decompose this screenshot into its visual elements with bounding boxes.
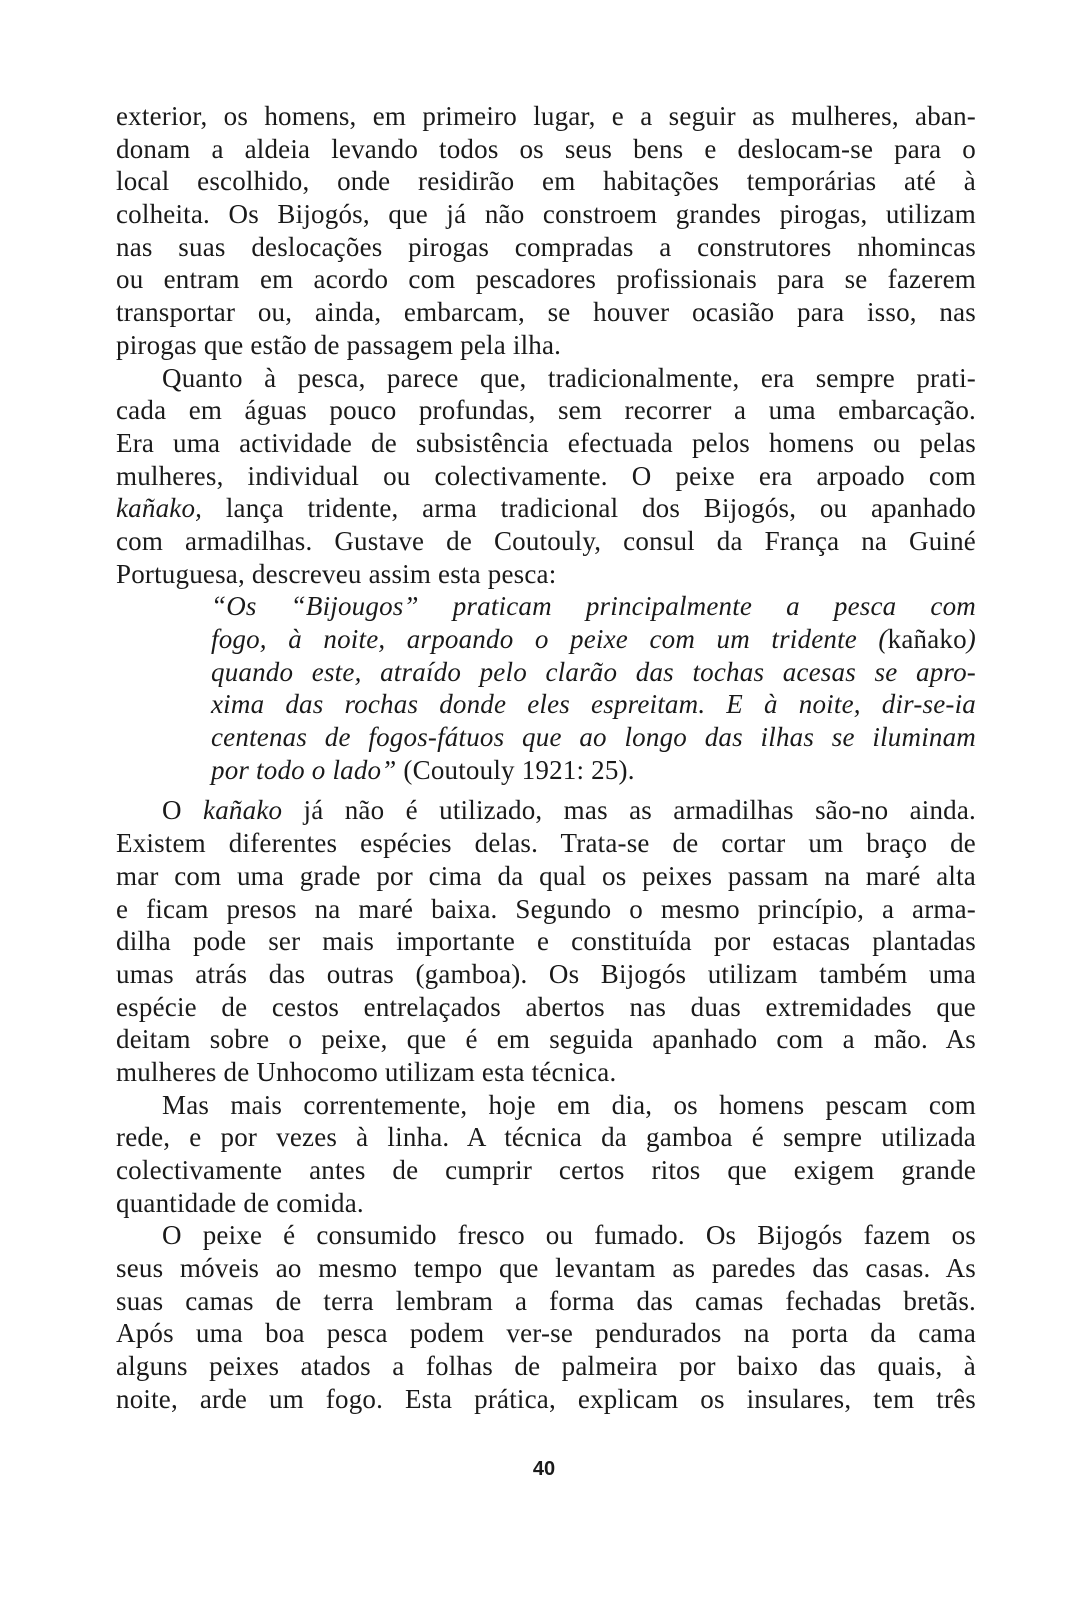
text-line: dilha pode ser mais importante e constituída por estacas plantadas bbox=[116, 926, 976, 957]
text-line: noite, arde um fogo. Esta prática, explicam os insulares, tem três bbox=[116, 1383, 976, 1414]
text-line: Quanto à pesca, parece que, tradicionalmente, era sempre prati- bbox=[162, 362, 976, 393]
text-line: suas camas de terra lembram a forma das camas fechadas bretãs. bbox=[116, 1285, 976, 1316]
text-segment: lança tridente, arma tradicional dos Bijogós, ou apanhado bbox=[202, 493, 976, 524]
text-line: rede, e por vezes à linha. A técnica da gamboa é sempre utilizada bbox=[116, 1122, 976, 1153]
paragraph-2 bbox=[116, 362, 976, 591]
text-line: pirogas que estão de passagem pela ilha. bbox=[116, 329, 562, 360]
term-kanako: kañako bbox=[887, 624, 967, 654]
citation: (Coutouly 1921: 25). bbox=[396, 754, 635, 785]
paragraph-4 bbox=[116, 1089, 976, 1220]
text-line: Existem diferentes espécies delas. Trata-se de cortar um braço de bbox=[116, 828, 976, 859]
quote-line: xima das rochas donde eles espreitam. E à noite, dir-se-ia bbox=[211, 689, 976, 720]
text-line: nas suas deslocações pirogas compradas a construtores nhomincas bbox=[116, 231, 976, 262]
text-line: transportar ou, ainda, embarcam, se houver ocasião para isso, nas bbox=[116, 297, 976, 328]
text-line: seus móveis ao mesmo tempo que levantam as paredes das casas. As bbox=[116, 1253, 976, 1284]
text-line: colheita. Os Bijogós, que já não constroem grandes pirogas, utilizam bbox=[116, 199, 976, 230]
paragraph-5 bbox=[116, 1219, 976, 1415]
text-line: espécie de cestos entrelaçados abertos nas duas extremidades que bbox=[116, 991, 976, 1022]
text-line: O peixe é consumido fresco ou fumado. Os Bijogós fazem os bbox=[162, 1220, 976, 1251]
text-line: exterior, os homens, em primeiro lugar, e a seguir as mulheres, aban- bbox=[116, 101, 976, 131]
text-line: e ficam presos na maré baixa. Segundo o mesmo princípio, a arma- bbox=[116, 893, 976, 924]
spacer bbox=[116, 786, 976, 794]
text-line: ou entram em acordo com pescadores profissionais para se fazerem bbox=[116, 264, 976, 295]
text-segment: por todo o lado” bbox=[211, 754, 397, 785]
text-line: mulheres de Unhocomo utilizam esta técnica. bbox=[116, 1056, 617, 1087]
text-line: Portuguesa, descreveu assim esta pesca: bbox=[116, 558, 557, 589]
text-line: deitam sobre o peixe, que é em seguida apanhado com a mão. As bbox=[116, 1024, 976, 1055]
text-line: com armadilhas. Gustave de Coutouly, consul da França na Guiné bbox=[116, 525, 976, 556]
quote-line bbox=[211, 623, 976, 656]
term-kanako: kañako, bbox=[116, 493, 203, 524]
text-segment: O bbox=[162, 795, 204, 826]
text-segment: ) bbox=[966, 624, 976, 654]
paragraph-1 bbox=[116, 100, 976, 362]
block-quote bbox=[211, 590, 976, 786]
paragraph-3 bbox=[116, 794, 976, 1088]
text-line: quantidade de comida. bbox=[116, 1187, 364, 1218]
text-line: donam a aldeia levando todos os seus bens e deslocam-se para o bbox=[116, 133, 976, 164]
text-line: local escolhido, onde residirão em habitações temporárias até à bbox=[116, 166, 976, 197]
text-line: colectivamente antes de cumprir certos ritos que exigem grande bbox=[116, 1155, 976, 1185]
quote-line: “Os “Bijougos” praticam principalmente a pesca com bbox=[211, 591, 976, 622]
text-segment: já não é utilizado, mas as armadilhas são-no ainda. bbox=[282, 795, 977, 826]
page-body bbox=[116, 100, 976, 1416]
text-line: Mas mais correntemente, hoje em dia, os homens pescam com bbox=[162, 1089, 976, 1120]
text-segment: fogo, à noite, arpoando o peixe com um tridente ( bbox=[211, 624, 888, 654]
term-kanako: kañako bbox=[203, 795, 283, 826]
text-line: cada em águas pouco profundas, sem recorrer a uma embarcação. bbox=[116, 395, 976, 426]
text-line bbox=[116, 794, 976, 827]
quote-line bbox=[211, 754, 976, 787]
text-line: mar com uma grade por cima da qual os peixes passam na maré alta bbox=[116, 860, 976, 891]
text-line: Após uma boa pesca podem ver-se pendurados na porta da cama bbox=[116, 1318, 976, 1349]
quote-line: quando este, atraído pelo clarão das tochas acesas se apro- bbox=[211, 656, 976, 687]
page-number: 40 bbox=[532, 1458, 556, 1480]
text-line: mulheres, individual ou colectivamente. O peixe era arpoado com bbox=[116, 460, 976, 491]
text-line: umas atrás das outras (gamboa). Os Bijogós utilizam também uma bbox=[116, 958, 976, 989]
text-line: Era uma actividade de subsistência efectuada pelos homens ou pelas bbox=[116, 427, 976, 458]
text-line: alguns peixes atados a folhas de palmeira por baixo das quais, à bbox=[116, 1351, 976, 1382]
quote-line: centenas de fogos-fátuos que ao longo das ilhas se iluminam bbox=[211, 722, 976, 753]
text-line bbox=[116, 492, 976, 525]
